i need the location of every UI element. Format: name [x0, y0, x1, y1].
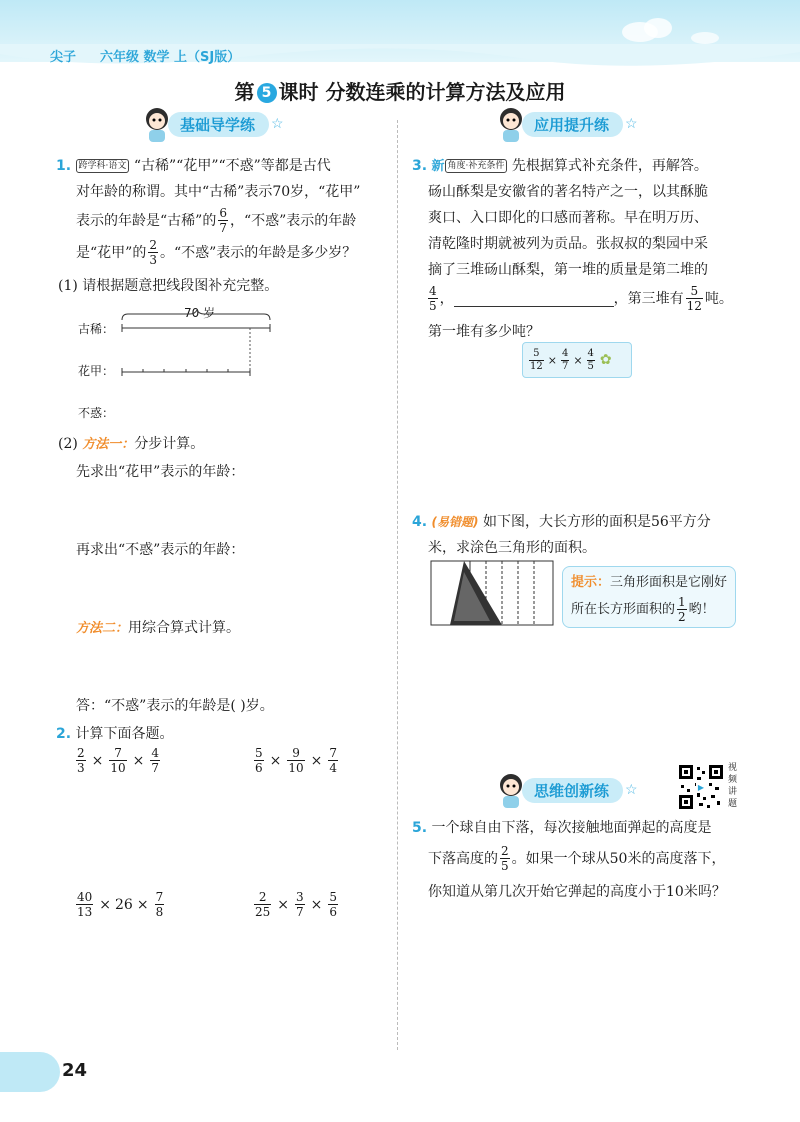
section-title-basic: 基础导学练	[168, 112, 269, 137]
method1-text: 分步计算。	[134, 436, 205, 452]
q4-line2: 米，求涂色三角形的面积。	[428, 540, 596, 556]
hint-text-2a: 所在长方形面积的	[571, 601, 676, 617]
q2-text: 计算下面各题。	[75, 726, 174, 742]
q1-number: 1.	[56, 158, 72, 174]
q1-text-3b: ，“不惑”表示的年龄	[229, 212, 357, 229]
fraction-2-5: $\frac{2}{5}$	[501, 844, 509, 873]
expr-2: $\frac{5}{6}$ × $\frac{9}{10}$ × $\frac{7}{4}$	[255, 746, 338, 775]
q1-text-4a: 是“花甲”的	[76, 244, 147, 261]
fraction-4-5: $\frac{4}{5}$	[429, 284, 437, 313]
fraction-1-2: $\frac{1}{2}$	[678, 595, 686, 624]
fraction-5-12: $\frac{5}{12}$	[686, 284, 702, 313]
q1-line3	[76, 206, 356, 235]
svg-text:▶: ▶	[697, 783, 705, 792]
star-icon: ☆	[271, 116, 284, 132]
q3-line6	[426, 284, 733, 313]
q4-line1	[412, 512, 711, 532]
star-icon: ☆	[625, 116, 638, 132]
section-title-creative: 思维创新练	[522, 778, 623, 803]
q1-tag: 跨学科·语文	[76, 159, 130, 173]
method1-label: 方法一：	[82, 437, 135, 452]
fraction-6-7: $\frac{6}{7}$	[219, 206, 227, 235]
cloud-icon	[610, 10, 730, 50]
q3-line5: 摘了三堆砀山酥梨，第一堆的质量是第二堆的	[428, 262, 708, 278]
q1-text-1: “古稀”“花甲”“不惑”等都是古代	[133, 158, 331, 174]
q1-text-4b: 。“不惑”表示的年龄是多少岁？	[159, 244, 357, 261]
q3-tag: 角度·补充条件	[445, 159, 508, 173]
q5-number: 5.	[412, 820, 428, 836]
q1-part2	[58, 434, 204, 455]
section-banner-apply	[494, 110, 638, 138]
qr-label: 视频讲题	[728, 763, 738, 809]
expr-1: $\frac{2}{3}$ × $\frac{7}{10}$ × $\frac{4}{7}$	[77, 746, 160, 775]
pear-icon: ✿	[599, 352, 612, 368]
age-label-70: 70 岁	[184, 306, 216, 320]
q4-tag: (易错题)	[431, 515, 479, 529]
q1-text-3a: 表示的年龄是“古稀”的	[76, 212, 217, 229]
q3-new-tag: 新	[431, 159, 445, 174]
q5-line1	[412, 818, 712, 838]
q3-text-6a: ，	[439, 290, 454, 307]
q1-method2	[76, 618, 240, 639]
formula-card: $\frac{5}{12}$ × $\frac{4}{7}$ × $\frac{4}{5}$ ✿	[522, 342, 632, 378]
section-title-apply: 应用提升练	[522, 112, 623, 137]
lesson-number-badge: 5	[257, 83, 277, 103]
column-divider	[397, 120, 398, 1050]
hint-text-2b: 哟！	[688, 601, 715, 617]
q2-number: 2.	[56, 726, 72, 742]
q3-blank-line[interactable]	[454, 290, 614, 307]
brace-70	[122, 310, 270, 320]
q1-answer: 答：“不惑”表示的年龄是( )岁。	[76, 698, 274, 714]
label-buhuo: 不惑：	[78, 406, 115, 420]
page-number: 24	[62, 1060, 88, 1081]
qr-code-icon[interactable]	[677, 763, 725, 811]
q1-line2: 对年龄的称谓。其中“古稀”表示70岁，“花甲”	[76, 184, 361, 200]
expr-4: $\frac{2}{25}$ × $\frac{3}{7}$ × $\frac{5}{6}$	[255, 890, 338, 919]
label-huajia: 花甲：	[78, 364, 115, 378]
q5-text-2a: 下落高度的	[428, 850, 498, 867]
star-icon: ☆	[625, 782, 638, 798]
lesson-title	[0, 76, 800, 105]
title-suffix: 课时 分数连乘的计算方法及应用	[278, 80, 566, 104]
q3-text-6c: 吨。	[704, 290, 733, 307]
q2-line	[56, 724, 174, 744]
hint-line1	[571, 573, 727, 593]
q1-step2: 再求出“不惑”表示的年龄：	[76, 542, 245, 558]
method2-label: 方法二：	[76, 621, 129, 636]
rectangle-figure	[430, 560, 554, 626]
q5-text-2b: 。如果一个球从50米的高度落下，	[511, 850, 726, 867]
title-prefix: 第	[234, 80, 255, 104]
q1-line1	[56, 156, 331, 176]
q5-line3: 你知道从第几次开始它弹起的高度小于10米吗？	[428, 884, 726, 900]
q3-line2: 砀山酥梨是安徽省的著名特产之一，以其酥脆	[428, 184, 708, 200]
fraction-2-3: $\frac{2}{3}$	[149, 238, 157, 267]
q1-step1: 先求出“花甲”表示的年龄：	[76, 464, 245, 480]
q3-line3: 爽口、入口即化的口感而著称。早在明万历、	[428, 210, 708, 226]
q1-part1: (1) 请根据题意把线段图补充完整。	[58, 278, 279, 294]
q3-line7: 第一堆有多少吨？	[428, 324, 540, 340]
brand-logo: 尖子	[50, 50, 77, 65]
hint-text-1: 三角形面积是它刚好	[610, 575, 728, 590]
label-guxi: 古稀：	[78, 322, 115, 336]
q5-line2	[428, 844, 725, 873]
page-tab	[0, 1052, 60, 1092]
q1-part2-label: (2)	[58, 436, 78, 452]
q3-line1	[412, 156, 708, 177]
method2-text: 用综合算式计算。	[128, 620, 241, 636]
q4-text-1: 如下图，大长方形的面积是56平方分	[482, 514, 711, 530]
segment-diagram	[118, 310, 278, 390]
q3-text-1: 先根据算式补充条件，再解答。	[511, 158, 708, 174]
section-banner-creative	[494, 776, 638, 804]
q4-number: 4.	[412, 514, 428, 530]
book-subtitle: 六年级 数学 上（SJ版）	[100, 50, 241, 65]
section-banner-basic	[140, 110, 284, 138]
hint-label: 提示：	[571, 575, 611, 590]
q3-line4: 清乾隆时期就被列为贡品。张叔叔的梨园中采	[428, 236, 708, 252]
hint-box	[562, 566, 736, 628]
q3-number: 3.	[412, 158, 428, 174]
hint-line2	[571, 595, 715, 624]
q5-text-1: 一个球自由下落，每次接触地面弹起的高度是	[431, 820, 712, 836]
expr-3: $\frac{40}{13}$ × 26 × $\frac{7}{8}$	[77, 890, 164, 919]
q3-text-6b: ，第三堆有	[613, 290, 684, 307]
q1-line4	[76, 238, 356, 267]
